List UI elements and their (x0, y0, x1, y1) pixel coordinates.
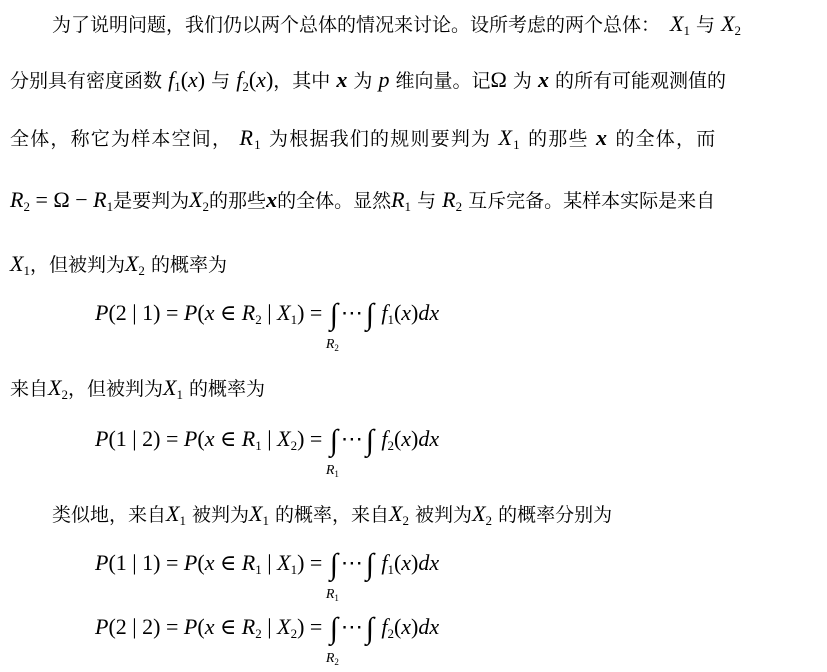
paragraph-1-text-r: 互斥完备。某样本实际是来自 (468, 190, 716, 212)
paragraph-1-text-i: 的所有可能观测值的 (555, 70, 727, 92)
integral-sign: ∫ $R_2$ (325, 298, 339, 353)
paragraph-1-text-l: 的那些 (528, 128, 589, 150)
math-R1: $R_1$ (391, 187, 412, 214)
paragraph-1-text-q: 与 (417, 190, 437, 212)
math-x: x (537, 67, 549, 92)
math-p: p (378, 67, 390, 92)
paragraph-3-text-d: 被判为 (415, 504, 473, 526)
paragraph-1-text-s: ，但被判为 (29, 254, 125, 276)
math-X1: $X_1$ (498, 125, 521, 152)
paragraph-3-text-a: 类似地，来自 (52, 504, 167, 526)
math-X1: $X_1$ (162, 375, 183, 402)
paragraph-1-text-h: 为 (512, 70, 532, 92)
paragraph-2-text-a: 来自 (10, 378, 49, 400)
paragraph-1-text-g: 维向量。记 (395, 70, 491, 92)
text-line-4 (10, 186, 817, 215)
math-X2: $X_2$ (721, 11, 742, 38)
integral-sign: ∫ $R_1$ (325, 548, 339, 603)
math-X1: $X_1$ (249, 501, 269, 528)
paragraph-1-text-d: 与 (211, 70, 231, 92)
math-X2: $X_2$ (48, 375, 68, 402)
paragraph-2-text-c: 的概率为 (188, 378, 265, 400)
math-omega: Ω (490, 67, 507, 92)
paragraph-1-text-j: 全体，称它为样本空间， (10, 128, 233, 150)
paragraph-3-text-c: 的概率，来自 (275, 504, 390, 526)
paragraph-1-text-c: 分别具有密度函数 (10, 70, 163, 92)
equation-p2-given-2: P(2 | 2) = P(x ∈ $R_2$ | $X_2$) = ∫ $R_2$ ⋯∫ $f_2(x)dx$ (95, 612, 440, 667)
text-line-6 (10, 374, 817, 403)
math-x: x (595, 125, 609, 150)
integral-sign: ∫ $R_1$ (325, 424, 339, 479)
math-x: x (266, 187, 278, 212)
math-X1: $X_1$ (670, 11, 690, 38)
equation-p1-given-2: P(1 | 2) = P(x ∈ $R_1$ | $X_2$) = ∫ $R_1$ ⋯∫ $f_2(x)dx$ (95, 424, 440, 479)
math-X2: $X_2$ (124, 251, 145, 278)
math-R1: $R_1$ (239, 125, 262, 152)
text-line-3 (10, 124, 817, 153)
math-X2: $X_2$ (389, 501, 409, 528)
text-line-1 (52, 10, 817, 39)
paragraph-1-text-n: 是要判为 (113, 190, 190, 212)
paragraph-3-text-e: 的概率分别为 (498, 504, 613, 526)
paragraph-1-text-e: ，其中 (273, 70, 331, 92)
paragraph-3-text-b: 被判为 (192, 504, 250, 526)
math-X2: $X_2$ (189, 187, 210, 214)
math-X1: $X_1$ (166, 501, 186, 528)
text-line-5 (10, 250, 817, 279)
paragraph-1-text-f: 为 (353, 70, 373, 92)
equation-p2-given-1: P(2 | 1) = P(x ∈ $R_2$ | $X_1$) = ∫ $R_2$ ⋯∫ $f_1(x)dx$ (95, 298, 440, 353)
integral-sign: ∫ $R_2$ (325, 612, 339, 667)
math-f2x: $f_2(x)$ (236, 67, 274, 94)
paragraph-1-text-m: 的全体，而 (615, 128, 717, 150)
text-line-2 (10, 66, 817, 95)
paragraph-1-text-k: 为根据我们的规则要判为 (269, 128, 492, 150)
math-R2: $R_2$ (442, 187, 463, 214)
paragraph-1-text-a: 为了说明问题，我们仍以两个总体的情况来讨论。设所考虑的两个总体： (52, 14, 661, 36)
equation-p1-given-1: P(1 | 1) = P(x ∈ $R_1$ | $X_1$) = ∫ $R_1$ ⋯∫ $f_1(x)dx$ (95, 548, 440, 603)
math-x: x (336, 67, 348, 92)
text-line-7 (52, 500, 817, 529)
paragraph-1-text-o: 的那些 (209, 190, 267, 212)
paragraph-1-text-b: 与 (696, 14, 716, 36)
paragraph-2-text-b: ，但被判为 (67, 378, 163, 400)
paragraph-1-text-t: 的概率为 (150, 254, 227, 276)
math-X1: $X_1$ (10, 251, 30, 278)
paragraph-1-text-p: 的全体。显然 (277, 190, 392, 212)
math-R2-def: $R_2 = \Omega - R_1$ (10, 187, 114, 214)
math-X2: $X_2$ (472, 501, 493, 528)
math-f1x: $f_1(x)$ (168, 67, 206, 94)
